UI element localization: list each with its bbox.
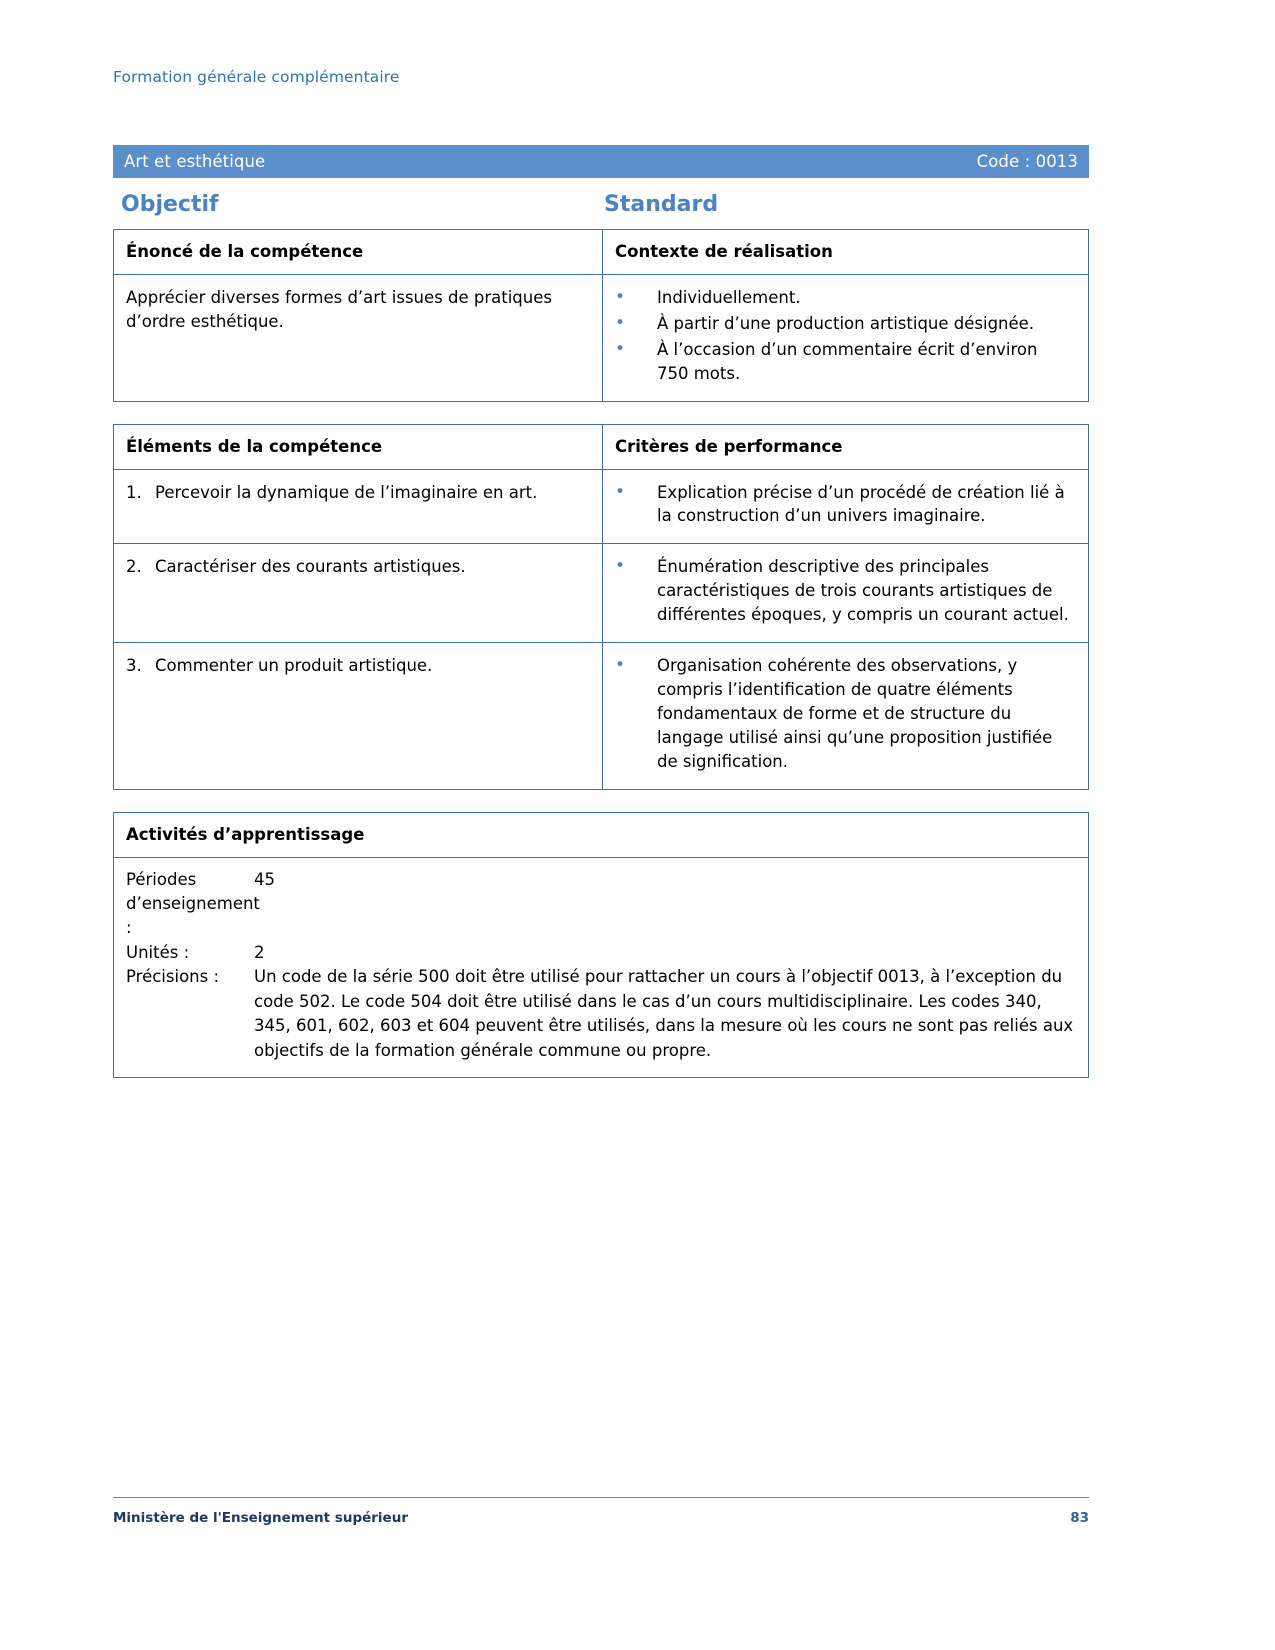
element-text: Caractériser des courants artistiques. [155, 557, 466, 577]
table-competency-statement [113, 229, 1089, 402]
element-cell [114, 544, 603, 642]
criteria-bullet-list [615, 481, 1074, 529]
element-numbered-list [126, 481, 590, 505]
precision-text: Les codes 340, 345, 601, 602, 603 et 604 peuvent être utilisés, dans la mesure où les cours ne sont pas reliés aux objectifs de la formation générale commune ou propre. [254, 991, 1074, 1060]
table3-header: Activités d’apprentissage [126, 824, 365, 844]
list-item [126, 555, 590, 579]
element-cell [114, 470, 603, 544]
activities-body [114, 858, 1088, 1077]
column-headings [113, 192, 1089, 217]
table-row [114, 275, 1088, 401]
context-bullet-list [615, 286, 1074, 386]
table-row [114, 544, 1088, 643]
table2-header-left: Éléments de la compétence [114, 425, 603, 469]
page-footer [113, 1510, 1089, 1526]
list-item: • Explication précise d’un procédé de création lié à la construction d’un univers imaginaire. [615, 481, 1074, 529]
table-row [114, 813, 1088, 858]
list-item: • Organisation cohérente des observations, y compris l’identification de quatre éléments fondamentaux de forme et de structure du langage utilisé ainsi qu’une proposition justifiée de signification. [615, 654, 1074, 774]
competency-title: Art et esthétique [124, 152, 266, 171]
element-numbered-list [126, 555, 590, 579]
criteria-cell [603, 544, 1088, 642]
table-learning-activities [113, 812, 1089, 1078]
footer-page-number: 83 [1070, 1510, 1089, 1526]
table-row [114, 425, 1088, 470]
periods-value: 45 [254, 869, 275, 889]
section-header-note: Formation générale complémentaire [113, 68, 400, 86]
precisions-line [126, 965, 1076, 1063]
table1-header-right: Contexte de réalisation [615, 242, 833, 261]
units-label: Unités : [126, 942, 190, 962]
list-item: • Énumération descriptive des principales caractéristiques de trois courants artistiques de différentes époques, y compris un courant actuel. [615, 555, 1074, 627]
element-cell [114, 643, 603, 789]
criteria-bullet-list [615, 555, 1074, 627]
table-row [114, 470, 1088, 545]
units-value: 2 [254, 942, 265, 962]
heading-objectif: Objectif [121, 192, 219, 217]
table-row [114, 643, 1088, 789]
element-numbered-list [126, 654, 590, 678]
precision-text: Le code 504 doit être utilisé dans le cas d’un cours multidisciplinaire. [341, 991, 914, 1011]
element-number: 2. [126, 557, 142, 577]
precisions-label: Précisions : [126, 967, 220, 987]
list-item [126, 654, 590, 678]
footer-ministry: Ministère de l'Enseignement supérieur [113, 1510, 408, 1526]
periods-line [126, 868, 1076, 941]
list-item: • À partir d’une production artistique désignée. [615, 312, 1074, 336]
list-item: • À l’occasion d’un commentaire écrit d’environ 750 mots. [615, 338, 1074, 386]
page-content [113, 145, 1089, 1100]
units-line [126, 941, 1076, 965]
table1-header-left: Énoncé de la compétence [114, 230, 603, 274]
competency-code: Code : 0013 [976, 152, 1078, 171]
table-row [114, 858, 1088, 1077]
element-text: Percevoir la dynamique de l’imaginaire en art. [155, 482, 538, 502]
heading-standard: Standard [604, 192, 719, 217]
precision-text: Un code de la série 500 doit être utilisé pour rattacher un cours à l’objectif 0013, à l’exception du code 502. [254, 967, 1063, 1011]
periods-label: Périodes d’enseignement : [126, 869, 260, 938]
criteria-cell [603, 470, 1088, 544]
criteria-bullet-list [615, 654, 1074, 774]
element-number: 1. [126, 482, 142, 502]
table1-statement: Apprécier diverses formes d’art issues de pratiques d’ordre esthétique. [114, 275, 603, 401]
table-competency-elements [113, 424, 1089, 790]
element-text: Commenter un produit artistique. [155, 656, 433, 676]
competency-titlebar [113, 145, 1089, 178]
element-number: 3. [126, 656, 142, 676]
criteria-cell [603, 643, 1088, 789]
table2-header-right: Critères de performance [615, 436, 843, 456]
list-item: • Individuellement. [615, 286, 1074, 310]
table-row [114, 230, 1088, 275]
footer-divider [113, 1497, 1089, 1498]
list-item [126, 481, 590, 505]
precisions-values [254, 965, 1076, 1063]
table1-context [603, 275, 1088, 401]
